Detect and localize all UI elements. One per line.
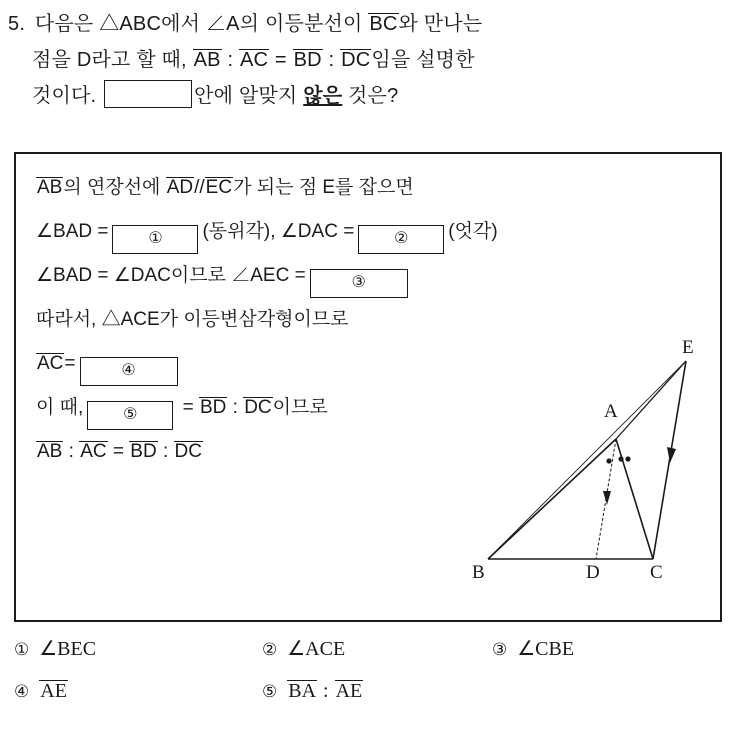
segment-bd: BD	[293, 49, 322, 71]
figure-label-E: E	[682, 337, 694, 358]
proof-angle-bad-label: ∠BAD =	[36, 221, 109, 242]
figure-label-D: D	[586, 562, 600, 583]
choice-1[interactable]	[14, 636, 262, 661]
stem-text-1f: 와 만나는	[398, 13, 483, 35]
proof-frame	[14, 152, 722, 622]
proof-text-6a: 이 때,	[36, 397, 84, 418]
choice-3-text: ∠CBE	[517, 638, 575, 660]
proof-line-4: 따라서, △ACE가 이등변삼각형이므로	[36, 309, 349, 330]
segment-dc-proof: DC	[244, 397, 272, 418]
choice-4-text: AE	[40, 680, 67, 702]
question-number: 5.	[8, 13, 26, 35]
proof-equals-7: =	[112, 441, 124, 462]
choice-5-text-2: AE	[335, 680, 363, 702]
answer-blank-2[interactable]: ②	[358, 225, 444, 254]
segment-ec: EC	[205, 177, 233, 198]
choice-5[interactable]	[262, 680, 492, 703]
angle-dot-left	[606, 458, 611, 463]
proof-text-3a: ∠BAD = ∠DAC이므로	[36, 265, 226, 286]
segment-ac-concl: AC	[80, 441, 107, 462]
choices-row-1	[14, 636, 724, 680]
proof-line-2	[36, 210, 556, 254]
segment-ab: AB	[193, 49, 221, 71]
figure-label-A: A	[604, 401, 618, 422]
stem-text-1d: 이등분선이	[264, 13, 363, 35]
angle-dot-right-1	[618, 456, 623, 461]
choice-4[interactable]	[14, 680, 262, 702]
stem-text-3d: 것은?	[348, 85, 399, 107]
stem-text-3a: 것이다.	[32, 85, 97, 107]
proof-parallel-sign: //	[194, 177, 205, 198]
arrow-ad	[603, 491, 611, 505]
stem-text-1a: 다음은	[34, 13, 94, 35]
segment-ac-proof: AC	[37, 353, 64, 374]
proof-text-2b: (동위각),	[202, 221, 276, 242]
answer-blank-4[interactable]: ④	[80, 357, 178, 386]
stem-line-3	[8, 78, 734, 114]
choices-row-2	[14, 680, 724, 724]
geometry-figure	[468, 339, 723, 609]
segment-dc: DC	[341, 49, 371, 71]
stem-text-1c: ∠A의	[205, 13, 260, 35]
proof-colon-6: :	[232, 397, 238, 418]
segment-dc-concl: DC	[174, 441, 202, 462]
proof-text-2d: (엇각)	[448, 221, 498, 242]
stem-colon-2: :	[328, 49, 335, 71]
stem-text-2b: D라고 할 때,	[76, 49, 187, 71]
segment-bd-concl: BD	[130, 441, 157, 462]
choice-2-text: ∠ACE	[287, 638, 346, 660]
choice-5-mark: ⑤	[262, 682, 278, 701]
proof-equals-5: =	[64, 353, 76, 374]
proof-line-1	[36, 166, 556, 210]
segment-ab-proof: AB	[37, 177, 63, 198]
proof-equals-6: =	[182, 397, 194, 418]
choice-1-text: ∠BEC	[39, 638, 97, 660]
proof-text-1b: 의 연장선에	[63, 177, 161, 198]
stem-line-2	[8, 42, 734, 78]
stem-colon-1: :	[227, 49, 234, 71]
arrow-ec	[667, 447, 676, 463]
answer-choices	[14, 636, 724, 724]
answer-blank-3[interactable]: ③	[310, 269, 408, 298]
stem-line-1	[8, 6, 734, 42]
proof-colon-7a: :	[68, 441, 74, 462]
question-stem	[8, 6, 734, 114]
angle-dot-right-2	[625, 456, 630, 461]
choice-5-text-1: BA	[288, 680, 317, 702]
proof-angle-dac-label: ∠DAC =	[280, 221, 355, 242]
choice-1-mark: ①	[14, 640, 30, 659]
stem-emphasis-not: 않은	[303, 85, 343, 107]
segment-ab-concl: AB	[37, 441, 63, 462]
choice-3-mark: ③	[492, 640, 508, 659]
segment-ac: AC	[239, 49, 269, 71]
choice-2-mark: ②	[262, 640, 278, 659]
figure-label-B: B	[472, 562, 485, 583]
line-BE	[488, 361, 686, 559]
stem-text-3b: 안에 알맞지	[194, 85, 298, 107]
line-BA	[488, 439, 616, 559]
stem-text-2a: 점을	[32, 49, 72, 71]
stem-blank-box[interactable]	[104, 80, 192, 108]
proof-text-6f: 이므로	[272, 397, 328, 418]
proof-text-1f: 가 되는 점 E를 잡으면	[233, 177, 414, 198]
figure-label-C: C	[650, 562, 663, 583]
stem-text-2j: 임을 설명한	[371, 49, 475, 71]
choice-5-separator: :	[323, 680, 329, 702]
segment-bc: BC	[369, 13, 398, 35]
segment-bd-proof: BD	[199, 397, 227, 418]
stem-equals-1: =	[274, 49, 287, 71]
choice-3[interactable]	[492, 636, 712, 661]
proof-colon-7b: :	[162, 441, 169, 462]
proof-line-3	[36, 254, 556, 298]
answer-blank-5[interactable]: ⑤	[87, 401, 173, 430]
proof-angle-aec-label: ∠AEC =	[231, 265, 306, 286]
choice-2[interactable]	[262, 636, 492, 661]
stem-text-1b: △ABC에서	[99, 13, 201, 35]
choice-4-mark: ④	[14, 682, 30, 701]
answer-blank-1[interactable]: ①	[112, 225, 198, 254]
segment-ad: AD	[166, 177, 194, 198]
